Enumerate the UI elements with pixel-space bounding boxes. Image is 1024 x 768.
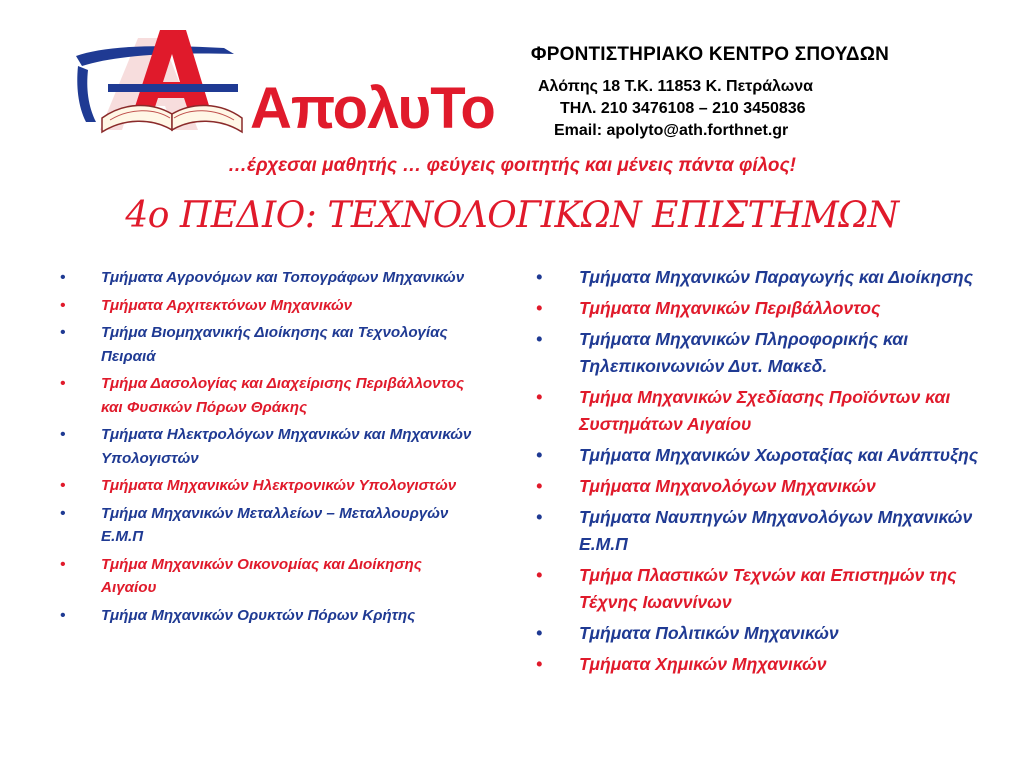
bullet-icon: • xyxy=(536,476,543,496)
bullet-icon: • xyxy=(60,426,66,443)
wordmark-text: ΑπολυΤο xyxy=(250,76,495,141)
list-item xyxy=(60,372,480,419)
bullet-icon: • xyxy=(536,329,543,349)
bullet-icon: • xyxy=(536,507,543,527)
list-item xyxy=(60,294,480,318)
list-item-text: Τμήμα Πλαστικών Τεχνών και Επιστημών της Τέχνης Ιωαννίνων xyxy=(579,565,957,612)
bullet-icon: • xyxy=(60,375,66,392)
bullet-icon: • xyxy=(536,623,543,643)
list-item-text: Τμήματα Μηχανικών Παραγωγής και Διοίκησης xyxy=(579,267,974,287)
bullet-icon: • xyxy=(536,654,543,674)
list-item xyxy=(60,423,480,470)
list-item-text: Τμήμα Βιομηχανικής Διοίκησης και Τεχνολογίας Πειραιά xyxy=(101,324,448,365)
right-department-list xyxy=(536,264,986,682)
bullet-icon: • xyxy=(60,269,66,286)
list-item-text: Τμήματα Μηχανικών Ηλεκτρονικών Υπολογιστών xyxy=(101,477,457,494)
list-item-text: Τμήματα Αρχιτεκτόνων Μηχανικών xyxy=(101,296,353,314)
left-department-list xyxy=(60,266,480,631)
motto: …έρχεσαι μαθητής … φεύγεις φοιτητής και μένεις πάντα φίλος! xyxy=(228,155,796,176)
list-item-text: Τμήμα Μηχανικών Σχεδίασης Προϊόντων και Συστημάτων Αιγαίου xyxy=(579,387,951,434)
list-item xyxy=(60,553,480,600)
list-item-text: Τμήμα Μηχανικών Ορυκτών Πόρων Κρήτης xyxy=(101,606,416,624)
list-item-text: Τμήματα Χημικών Μηχανικών xyxy=(579,654,827,674)
list-item-text: Τμήματα Ηλεκτρολόγων Μηχανικών και Μηχανικών Υπολογιστών xyxy=(101,426,472,467)
address-block xyxy=(450,76,970,142)
bullet-icon: • xyxy=(60,324,66,341)
list-item xyxy=(60,502,480,549)
list-item-text: Τμήμα Δασολογίας και Διαχείρισης Περιβάλλοντος και Φυσικών Πόρων Θράκης xyxy=(101,375,465,416)
list-item-text: Τμήματα Μηχανικών Πληροφορικής και Τηλεπικοινωνιών Δυτ. Μακεδ. xyxy=(579,329,909,376)
bullet-icon: • xyxy=(536,298,543,318)
list-item xyxy=(60,474,480,498)
list-item xyxy=(536,620,986,647)
bullet-icon: • xyxy=(60,555,66,573)
list-item xyxy=(60,321,480,368)
bullet-icon: • xyxy=(536,565,543,585)
email-line: Email: apolyto@ath.forthnet.gr xyxy=(554,122,789,139)
bullet-icon: • xyxy=(536,445,543,465)
list-item xyxy=(536,442,986,469)
list-item xyxy=(536,295,986,322)
list-item xyxy=(536,326,986,380)
page-title: 4ο ΠΕΔΙΟ: ΤΕΧΝΟΛΟΓΙΚΩΝ ΕΠΙΣΤΗΜΩΝ xyxy=(125,195,899,236)
address-line: Αλόπης 18 Τ.Κ. 11853 Κ. Πετράλωνα xyxy=(538,78,813,95)
list-item xyxy=(536,384,986,438)
list-item xyxy=(536,504,986,558)
list-item-text: Τμήματα Αγρονόμων και Τοπογράφων Μηχανικών xyxy=(101,269,465,286)
list-item xyxy=(60,604,480,628)
list-item xyxy=(536,651,986,678)
bullet-icon: • xyxy=(60,606,66,624)
list-item xyxy=(536,473,986,500)
list-item-text: Τμήματα Πολιτικών Μηχανικών xyxy=(579,623,839,643)
list-item xyxy=(536,264,986,291)
bullet-icon: • xyxy=(60,296,66,314)
list-item xyxy=(60,266,480,290)
header-info xyxy=(450,44,970,142)
bullet-icon: • xyxy=(536,267,543,287)
list-item-text: Τμήματα Ναυπηγών Μηχανολόγων Μηχανικών Ε.Μ.Π xyxy=(579,507,973,554)
bullet-icon: • xyxy=(536,387,543,407)
wordmark xyxy=(248,72,495,141)
list-item xyxy=(536,562,986,616)
list-item-text: Τμήμα Μηχανικών Οικονομίας και Διοίκησης Αιγαίου xyxy=(101,555,422,596)
list-item-text: Τμήματα Μηχανικών Χωροταξίας και Ανάπτυξης xyxy=(579,445,979,465)
list-item-text: Τμήματα Μηχανολόγων Μηχανικών xyxy=(579,476,876,496)
list-item-text: Τμήμα Μηχανικών Μεταλλείων – Μεταλλουργών Ε.Μ.Π xyxy=(101,504,449,545)
center-name: ΦΡΟΝΤΙΣΤΗΡΙΑΚΟ ΚΕΝΤΡΟ ΣΠΟΥΔΩΝ xyxy=(530,44,890,65)
phone-line: ΤΗΛ. 210 3476108 – 210 3450836 xyxy=(560,100,806,117)
bullet-icon: • xyxy=(60,504,66,522)
apolyto-logo xyxy=(74,26,495,141)
list-item-text: Τμήματα Μηχανικών Περιβάλλοντος xyxy=(579,298,881,318)
bullet-icon: • xyxy=(60,477,66,494)
